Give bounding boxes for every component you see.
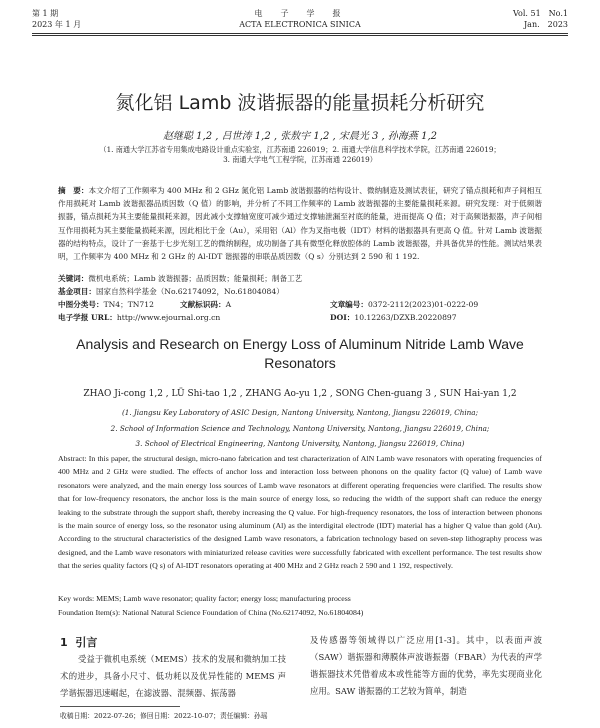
affiliations-cn (36, 145, 564, 165)
abstract-label-en: Abstract: (58, 454, 87, 463)
volume-number: Vol. 51 No.1 (513, 9, 568, 18)
affiliation-line: 3. 南通大学电气工程学院，江苏南通 226019） (223, 155, 377, 164)
doc-code-text: A (225, 300, 232, 309)
abstract-label-cn: 摘 要： (58, 186, 89, 195)
doi (330, 311, 457, 324)
header-center (32, 8, 568, 30)
doc-code (180, 298, 231, 311)
keywords-en (58, 592, 542, 605)
fund-en (58, 606, 542, 619)
header-rule (32, 33, 568, 34)
affiliations-en (40, 405, 560, 452)
fund-label-en: Foundation Item(s): (58, 608, 121, 617)
issue-number: 第 1 期 (32, 9, 59, 18)
fund-cn (58, 285, 542, 298)
doi-link[interactable]: 10.12263/DZXB.20220897 (354, 313, 457, 322)
affiliation-line: (1. Jiangsu Key Laboratory of ASIC Design, Nantong University, Nantong, Jiangsu 226019, China; (121, 408, 479, 417)
class-label: 中图分类号： (58, 300, 104, 309)
paper-title-en: Analysis and Research on Energy Loss of Aluminum Nitride Lamb Wave Resonators (76, 336, 524, 371)
keywords-text-cn: 微机电系统；Lamb 波谐振器；品质因数；能量损耗；制备工艺 (88, 274, 303, 283)
journal-name-cn: 电 子 学 报 (254, 9, 346, 18)
section-title: 引言 (75, 636, 98, 649)
footnote-rule (60, 706, 180, 707)
article-number-label: 文章编号： (330, 300, 368, 309)
keywords-label-cn: 关键词： (58, 274, 89, 283)
affiliation-line: 3. School of Electrical Engineering, Nantong University, Nantong, Jiangsu 226019, China) (135, 439, 465, 448)
header-right (513, 8, 568, 30)
section-heading (60, 634, 97, 650)
article-number (330, 298, 478, 311)
issue-date-en: Jan. 2023 (523, 20, 568, 29)
authors-en: ZHAO Ji-cong 1,2 , LÜ Shi-tao 1,2 , ZHANG Ao-yu 1,2 , SONG Chen-guang 3 , SUN Hai-yan 1,2 (83, 389, 517, 399)
paper-title-cn: 氮化铝 Lamb 波谐振器的能量损耗分析研究 (115, 92, 485, 114)
abstract-text-en: In this paper, the structural design, micro-nano fabrication and test characterization of AlN Lamb wave resonators with operating frequencies of 400 MHz and 2 GHz were studied. The effects of anchor loss and interaction loss between phonons on the quality factor (Q value) of Lamb wave resonators were analyzed, and the main energy loss sources of Lamb wave resonators at different operating frequencies were clarified. The results show that for low-frequency resonators, the anchor loss is the main source of energy loss, so reducing the width of the support shaft can reduce the energy leaking to the substrate through the support shaft, thereby increasing the Q value. For high-frequency resonators, the loss of interaction between phonons is the main source of energy loss, so the resonator using aluminum (Al) as the interdigital electrode (IDT) material has a higher Q value than gold (Au). According to the structural characteristics of the designed Lamb wave resonators, a fabrication technology based on seven-step lithography process was designed, and the Lamb wave resonators with miniaturized release cavities were successfully fabricated with excellent performance. The test results show that the series quality factors (Q s) of Al-IDT resonators operating at 400 MHz and 2 GHz reach 2 590 and 1 192, respectively. (58, 454, 542, 571)
section-number: 1 (60, 636, 68, 649)
affiliation-line: （1. 南通大学江苏省专用集成电路设计重点实验室，江苏南通 226019；2. 南通大学信息科学技术学院，江苏南通 226019； (99, 145, 501, 154)
keywords-text-en: MEMS; Lamb wave resonator; quality factor; energy loss; manufacturing process (96, 594, 351, 603)
abstract-cn (58, 184, 542, 263)
url-label: 电子学报 URL： (58, 313, 117, 322)
class-text: TN4；TN712 (103, 300, 154, 309)
fund-text-en: National Natural Science Foundation of China (No.62174092, No.61804084) (122, 608, 364, 617)
keywords-cn (58, 272, 542, 285)
footnote-received-date: 收稿日期：2022-07-26；修回日期：2022-10-07；责任编辑：孙瑶 (60, 712, 268, 720)
header-rule-thin (32, 35, 568, 36)
fund-label-cn: 基金项目： (58, 287, 96, 296)
body-column-left: 受益于微机电系统（MEMS）技术的发展和微纳加工技术的进步，具备小尺寸、低功耗以及优异性能的 MEMS 声学谐振器迅速崛起，在滤波器、混频器、振荡器 (60, 654, 286, 698)
doi-label: DOI： (330, 313, 355, 322)
url-doi-row (58, 311, 542, 324)
issue-date-cn: 2023 年 1 月 (32, 20, 82, 29)
keywords-label-en: Key words: (58, 594, 95, 603)
abstract-text-cn: 本文介绍了工作频率为 400 MHz 和 2 GHz 氮化铝 Lamb 波谐振器的结构设计、微纳制造及测试表征，研究了锚点损耗和声子间相互作用损耗对 Lamb 波谐振器品质因数（Q 值）的影响，并分析了不同工作频率的 Lamb 波谐振器的主要能量损耗来源。研究发现：对于低频谐振器，锚点损耗为其主要能量损耗来源，因此减小支撑轴宽度可减少通过支撑轴泄漏至衬底的能量，进而提高 Q 值；对于高频谐振器，声子间相互作用损耗为其主要能量损耗来源，因此相比于金（Au），采用铝（Al）作为叉指电极（IDT）材料的谐振器具有更高 Q 值。针对 Lamb 波谐振器的结构特点，设计了一套基于七步光刻工艺的微纳制程，成功制备了具有微型化释放腔体的 Lamb 波谐振器，并具备优异的性能。测试结果表明，工作频率为 400 MHz 和 2 GHz 的 Al-IDT 谐振器的串联品质因数（Q s）分别达到 2 590 和 1 192. (58, 186, 542, 262)
doc-code-label: 文献标识码： (180, 300, 226, 309)
article-number-text: 0372-2112(2023)01-0222-09 (367, 300, 479, 309)
journal-name-en: ACTA ELECTRONICA SINICA (239, 20, 361, 29)
classification-row (58, 298, 542, 311)
abstract-en (58, 452, 542, 573)
journal-url-link[interactable]: http://www.ejournal.org.cn (116, 313, 221, 322)
running-header (32, 8, 568, 34)
fund-text-cn: 国家自然科学基金（No.62174092，No.61804084） (95, 287, 284, 296)
authors-cn: 赵继聪 1,2 , 吕世涛 1,2 , 张敖宇 1,2 , 宋晨光 3 , 孙海燕 1,2 (162, 131, 437, 142)
body-column-right: 及传感器等领域得以广泛应用[1-3]。其中，以表面声波（SAW）谐振器和薄膜体声波谐振器（FBAR）为代表的声学谐振器技术凭借着成本或性能等方面的优势，率先实现商业化应用。SAW 谐振器的工艺较为简单，制造 (310, 635, 542, 696)
affiliation-line: 2. School of Information Science and Technology, Nantong University, Nantong, Jiangsu 226019, China; (110, 423, 490, 433)
